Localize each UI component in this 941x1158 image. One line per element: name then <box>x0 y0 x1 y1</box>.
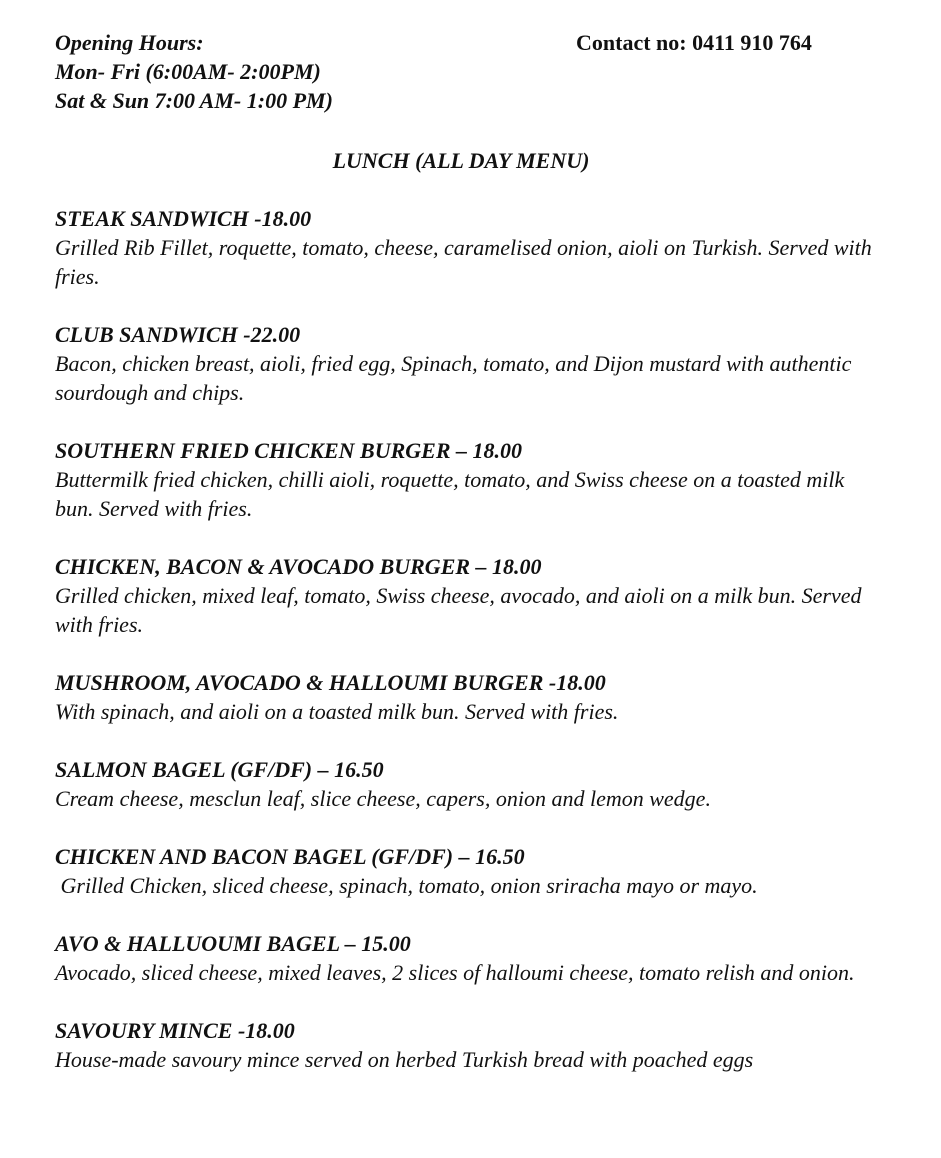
header <box>55 28 885 116</box>
menu-item-name: SALMON BAGEL (GF/DF) – 16.50 <box>55 757 384 782</box>
menu-page <box>55 28 885 1103</box>
menu-item <box>55 436 885 523</box>
menu-item-description: Buttermilk fried chicken, chilli aioli, roquette, tomato, and Swiss cheese on a toasted milk bun. Served with fries. <box>55 467 845 521</box>
menu-item <box>55 552 885 639</box>
menu-item-description: With spinach, and aioli on a toasted milk bun. Served with fries. <box>55 699 619 724</box>
menu-item-description: Grilled Rib Fillet, roquette, tomato, cheese, caramelised onion, aioli on Turkish. Served with fries. <box>55 235 872 289</box>
weekend-hours: Sat & Sun 7:00 AM- 1:00 PM) <box>55 88 333 113</box>
menu-item-description: Avocado, sliced cheese, mixed leaves, 2 slices of halloumi cheese, tomato relish and onion. <box>55 960 855 985</box>
contact-number: Contact no: 0411 910 764 <box>576 30 812 55</box>
menu-item-name: CLUB SANDWICH -22.00 <box>55 322 301 347</box>
menu-item <box>55 204 885 291</box>
menu-item-name: CHICKEN AND BACON BAGEL (GF/DF) – 16.50 <box>55 844 525 869</box>
menu-item-description: Cream cheese, mesclun leaf, slice cheese, capers, onion and lemon wedge. <box>55 786 711 811</box>
menu-item <box>55 755 885 813</box>
weekday-hours: Mon- Fri (6:00AM- 2:00PM) <box>55 59 321 84</box>
menu-item <box>55 1016 885 1074</box>
opening-hours-label: Opening Hours: <box>55 30 204 55</box>
menu-item-description: Grilled chicken, mixed leaf, tomato, Swiss cheese, avocado, and aioli on a milk bun. Served with fries. <box>55 583 862 637</box>
menu-item <box>55 668 885 726</box>
menu-item-name: AVO & HALLUOUMI BAGEL – 15.00 <box>55 931 411 956</box>
menu-item-description: Bacon, chicken breast, aioli, fried egg, Spinach, tomato, and Dijon mustard with authentic sourdough and chips. <box>55 351 852 405</box>
menu-item-name: SOUTHERN FRIED CHICKEN BURGER – 18.00 <box>55 438 522 463</box>
menu-item <box>55 320 885 407</box>
menu-item <box>55 842 885 900</box>
menu-item-description: Grilled Chicken, sliced cheese, spinach, tomato, onion sriracha mayo or mayo. <box>55 873 758 898</box>
menu-item <box>55 929 885 987</box>
menu-item-name: STEAK SANDWICH -18.00 <box>55 206 312 231</box>
menu-item-name: SAVOURY MINCE -18.00 <box>55 1018 295 1043</box>
menu-item-name: CHICKEN, BACON & AVOCADO BURGER – 18.00 <box>55 554 542 579</box>
menu-items <box>55 204 885 1074</box>
menu-item-description: House-made savoury mince served on herbed Turkish bread with poached eggs <box>55 1047 754 1072</box>
menu-title: LUNCH (ALL DAY MENU) <box>332 148 590 173</box>
menu-item-name: MUSHROOM, AVOCADO & HALLOUMI BURGER -18.00 <box>55 670 606 695</box>
